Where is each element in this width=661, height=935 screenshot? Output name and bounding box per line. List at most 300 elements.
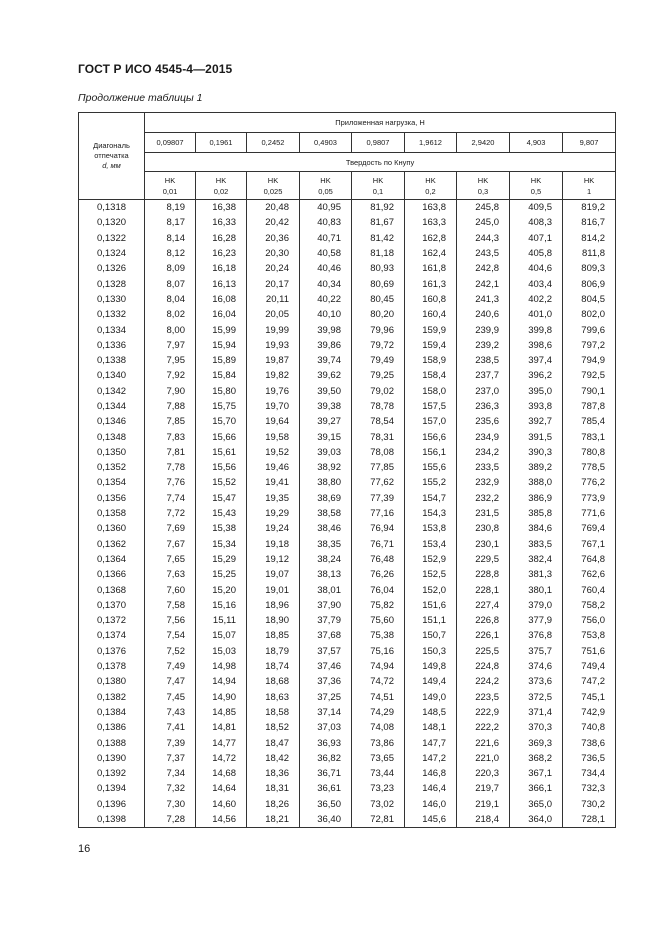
hardness-table bbox=[78, 112, 616, 828]
diagonal-header bbox=[79, 113, 145, 200]
table-row bbox=[79, 735, 616, 750]
hardness-cell: 76,48 bbox=[352, 552, 405, 567]
hardness-cell: 159,9 bbox=[405, 322, 457, 337]
hardness-cell: 229,5 bbox=[457, 552, 510, 567]
hardness-cell: 7,47 bbox=[145, 674, 196, 689]
hardness-cell: 150,7 bbox=[405, 628, 457, 643]
hardness-cell: 7,28 bbox=[145, 812, 196, 828]
diagonal-cell: 0,1352 bbox=[79, 460, 145, 475]
hardness-cell: 790,1 bbox=[563, 384, 616, 399]
hk-label: HK bbox=[477, 175, 489, 185]
hardness-cell: 37,25 bbox=[300, 690, 352, 705]
hardness-cell: 8,04 bbox=[145, 292, 196, 307]
hardness-cell: 76,94 bbox=[352, 521, 405, 536]
table-row bbox=[79, 353, 616, 368]
hardness-cell: 762,6 bbox=[563, 567, 616, 582]
hardness-cell: 802,0 bbox=[563, 307, 616, 322]
hardness-cell: 78,08 bbox=[352, 445, 405, 460]
hardness-cell: 37,57 bbox=[300, 644, 352, 659]
hardness-cell: 222,9 bbox=[457, 705, 510, 720]
hardness-cell: 8,09 bbox=[145, 261, 196, 276]
hardness-cell: 73,65 bbox=[352, 751, 405, 766]
hardness-cell: 151,6 bbox=[405, 598, 457, 613]
table-row bbox=[79, 567, 616, 582]
hardness-cell: 153,4 bbox=[405, 537, 457, 552]
hardness-cell: 773,9 bbox=[563, 491, 616, 506]
hk-scale: 0,5 bbox=[530, 186, 542, 196]
hardness-cell: 161,8 bbox=[405, 261, 457, 276]
table-row bbox=[79, 552, 616, 567]
hardness-cell: 18,42 bbox=[247, 751, 300, 766]
hardness-cell: 7,63 bbox=[145, 567, 196, 582]
hardness-cell: 15,89 bbox=[196, 353, 247, 368]
hk-scale-header bbox=[196, 172, 247, 200]
diagonal-cell: 0,1334 bbox=[79, 322, 145, 337]
load-value: 0,9807 bbox=[352, 133, 405, 153]
hardness-cell: 20,48 bbox=[247, 200, 300, 216]
diagonal-cell: 0,1332 bbox=[79, 307, 145, 322]
hardness-cell: 149,4 bbox=[405, 674, 457, 689]
hardness-cell: 15,16 bbox=[196, 598, 247, 613]
hardness-cell: 149,0 bbox=[405, 690, 457, 705]
hardness-cell: 7,69 bbox=[145, 521, 196, 536]
load-value: 0,09807 bbox=[145, 133, 196, 153]
table-row bbox=[79, 231, 616, 246]
table-row bbox=[79, 322, 616, 337]
diagonal-cell: 0,1338 bbox=[79, 353, 145, 368]
hardness-cell: 40,95 bbox=[300, 200, 352, 216]
diagonal-cell: 0,1366 bbox=[79, 567, 145, 582]
hardness-cell: 368,2 bbox=[510, 751, 563, 766]
hardness-cell: 19,70 bbox=[247, 399, 300, 414]
diagonal-cell: 0,1320 bbox=[79, 215, 145, 230]
diagonal-cell: 0,1392 bbox=[79, 766, 145, 781]
hardness-cell: 405,8 bbox=[510, 246, 563, 261]
hardness-cell: 19,58 bbox=[247, 429, 300, 444]
hardness-cell: 78,78 bbox=[352, 399, 405, 414]
hardness-cell: 38,13 bbox=[300, 567, 352, 582]
diagonal-cell: 0,1378 bbox=[79, 659, 145, 674]
hardness-cell: 18,36 bbox=[247, 766, 300, 781]
hardness-cell: 7,32 bbox=[145, 781, 196, 796]
hardness-cell: 389,2 bbox=[510, 460, 563, 475]
hardness-cell: 77,85 bbox=[352, 460, 405, 475]
hardness-cell: 385,8 bbox=[510, 506, 563, 521]
hardness-cell: 148,1 bbox=[405, 720, 457, 735]
hardness-cell: 15,99 bbox=[196, 322, 247, 337]
hardness-cell: 388,0 bbox=[510, 475, 563, 490]
hk-label: HK bbox=[583, 175, 595, 185]
hardness-cell: 7,52 bbox=[145, 644, 196, 659]
table-row bbox=[79, 261, 616, 276]
hardness-cell: 147,7 bbox=[405, 735, 457, 750]
hardness-cell: 73,02 bbox=[352, 797, 405, 812]
diagonal-header-line1: Диагональ bbox=[93, 141, 130, 150]
diagonal-cell: 0,1384 bbox=[79, 705, 145, 720]
hardness-cell: 18,47 bbox=[247, 735, 300, 750]
hardness-cell: 224,2 bbox=[457, 674, 510, 689]
hardness-cell: 14,85 bbox=[196, 705, 247, 720]
hardness-cell: 37,36 bbox=[300, 674, 352, 689]
hardness-cell: 377,9 bbox=[510, 613, 563, 628]
hardness-cell: 36,61 bbox=[300, 781, 352, 796]
hardness-cell: 19,18 bbox=[247, 537, 300, 552]
table-row bbox=[79, 797, 616, 812]
hardness-cell: 764,8 bbox=[563, 552, 616, 567]
hardness-cell: 158,0 bbox=[405, 384, 457, 399]
hardness-cell: 81,67 bbox=[352, 215, 405, 230]
diagonal-cell: 0,1324 bbox=[79, 246, 145, 261]
hardness-cell: 160,4 bbox=[405, 307, 457, 322]
hardness-cell: 7,95 bbox=[145, 353, 196, 368]
table-row bbox=[79, 338, 616, 353]
hardness-cell: 767,1 bbox=[563, 537, 616, 552]
table-row bbox=[79, 598, 616, 613]
hk-scale: 0,025 bbox=[263, 186, 283, 196]
hardness-cell: 218,4 bbox=[457, 812, 510, 828]
hardness-cell: 19,29 bbox=[247, 506, 300, 521]
hardness-cell: 157,5 bbox=[405, 399, 457, 414]
hardness-cell: 758,2 bbox=[563, 598, 616, 613]
hardness-cell: 20,42 bbox=[247, 215, 300, 230]
hardness-cell: 384,6 bbox=[510, 521, 563, 536]
hardness-cell: 738,6 bbox=[563, 735, 616, 750]
table-row bbox=[79, 644, 616, 659]
document-title: ГОСТ Р ИСО 4545-4—2015 bbox=[78, 62, 233, 76]
table-row bbox=[79, 521, 616, 536]
hardness-cell: 8,19 bbox=[145, 200, 196, 216]
hardness-cell: 8,00 bbox=[145, 322, 196, 337]
hardness-cell: 75,38 bbox=[352, 628, 405, 643]
hk-scale: 0,2 bbox=[425, 186, 436, 196]
hardness-cell: 235,6 bbox=[457, 414, 510, 429]
hardness-cell: 401,0 bbox=[510, 307, 563, 322]
table-row bbox=[79, 613, 616, 628]
hardness-cell: 73,44 bbox=[352, 766, 405, 781]
hardness-cell: 239,2 bbox=[457, 338, 510, 353]
table-row bbox=[79, 445, 616, 460]
table-row bbox=[79, 506, 616, 521]
hardness-cell: 20,05 bbox=[247, 307, 300, 322]
hardness-cell: 154,3 bbox=[405, 506, 457, 521]
hardness-cell: 73,23 bbox=[352, 781, 405, 796]
hardness-cell: 20,30 bbox=[247, 246, 300, 261]
diagonal-cell: 0,1362 bbox=[79, 537, 145, 552]
hardness-cell: 223,5 bbox=[457, 690, 510, 705]
hardness-cell: 78,31 bbox=[352, 429, 405, 444]
hardness-cell: 159,4 bbox=[405, 338, 457, 353]
hardness-cell: 14,81 bbox=[196, 720, 247, 735]
hardness-cell: 234,2 bbox=[457, 445, 510, 460]
hardness-cell: 156,6 bbox=[405, 429, 457, 444]
hardness-cell: 39,98 bbox=[300, 322, 352, 337]
hardness-cell: 374,6 bbox=[510, 659, 563, 674]
hardness-cell: 15,61 bbox=[196, 445, 247, 460]
hardness-cell: 382,4 bbox=[510, 552, 563, 567]
hardness-cell: 7,65 bbox=[145, 552, 196, 567]
hardness-cell: 163,8 bbox=[405, 200, 457, 216]
hardness-cell: 232,9 bbox=[457, 475, 510, 490]
table-row bbox=[79, 491, 616, 506]
diagonal-cell: 0,1318 bbox=[79, 200, 145, 216]
hardness-cell: 7,30 bbox=[145, 797, 196, 812]
hardness-cell: 14,77 bbox=[196, 735, 247, 750]
hardness-cell: 18,79 bbox=[247, 644, 300, 659]
hardness-cell: 78,54 bbox=[352, 414, 405, 429]
hardness-cell: 80,45 bbox=[352, 292, 405, 307]
hardness-cell: 15,07 bbox=[196, 628, 247, 643]
diagonal-cell: 0,1344 bbox=[79, 399, 145, 414]
hardness-cell: 732,3 bbox=[563, 781, 616, 796]
hardness-cell: 15,11 bbox=[196, 613, 247, 628]
hardness-cell: 794,9 bbox=[563, 353, 616, 368]
hardness-cell: 36,50 bbox=[300, 797, 352, 812]
hardness-cell: 40,34 bbox=[300, 276, 352, 291]
diagonal-cell: 0,1394 bbox=[79, 781, 145, 796]
hardness-cell: 240,6 bbox=[457, 307, 510, 322]
table-header bbox=[79, 113, 616, 200]
hardness-cell: 76,71 bbox=[352, 537, 405, 552]
hardness-cell: 20,11 bbox=[247, 292, 300, 307]
table-row bbox=[79, 460, 616, 475]
hardness-cell: 745,1 bbox=[563, 690, 616, 705]
diagonal-cell: 0,1370 bbox=[79, 598, 145, 613]
hardness-cell: 776,2 bbox=[563, 475, 616, 490]
hardness-cell: 7,81 bbox=[145, 445, 196, 460]
hardness-cell: 7,58 bbox=[145, 598, 196, 613]
hardness-cell: 79,96 bbox=[352, 322, 405, 337]
hardness-cell: 39,62 bbox=[300, 368, 352, 383]
hardness-cell: 7,74 bbox=[145, 491, 196, 506]
hardness-cell: 40,83 bbox=[300, 215, 352, 230]
hk-scale-header bbox=[405, 172, 457, 200]
hardness-cell: 40,46 bbox=[300, 261, 352, 276]
hardness-cell: 19,07 bbox=[247, 567, 300, 582]
hardness-cell: 372,5 bbox=[510, 690, 563, 705]
hardness-cell: 151,1 bbox=[405, 613, 457, 628]
hardness-cell: 79,02 bbox=[352, 384, 405, 399]
hardness-cell: 38,35 bbox=[300, 537, 352, 552]
hardness-cell: 373,6 bbox=[510, 674, 563, 689]
table-row bbox=[79, 781, 616, 796]
hardness-cell: 163,3 bbox=[405, 215, 457, 230]
hardness-cell: 158,4 bbox=[405, 368, 457, 383]
hardness-cell: 375,7 bbox=[510, 644, 563, 659]
hardness-cell: 245,8 bbox=[457, 200, 510, 216]
table-body bbox=[79, 200, 616, 828]
hardness-cell: 734,4 bbox=[563, 766, 616, 781]
hardness-cell: 804,5 bbox=[563, 292, 616, 307]
hardness-cell: 232,2 bbox=[457, 491, 510, 506]
hardness-cell: 15,47 bbox=[196, 491, 247, 506]
hardness-cell: 36,40 bbox=[300, 812, 352, 828]
hardness-cell: 80,69 bbox=[352, 276, 405, 291]
hardness-cell: 18,31 bbox=[247, 781, 300, 796]
hardness-cell: 402,2 bbox=[510, 292, 563, 307]
hardness-cell: 19,41 bbox=[247, 475, 300, 490]
hardness-cell: 799,6 bbox=[563, 322, 616, 337]
diagonal-cell: 0,1328 bbox=[79, 276, 145, 291]
hardness-cell: 80,20 bbox=[352, 307, 405, 322]
hardness-cell: 730,2 bbox=[563, 797, 616, 812]
diagonal-cell: 0,1346 bbox=[79, 414, 145, 429]
table-row bbox=[79, 690, 616, 705]
diagonal-cell: 0,1374 bbox=[79, 628, 145, 643]
hardness-cell: 386,9 bbox=[510, 491, 563, 506]
table-row bbox=[79, 705, 616, 720]
hardness-cell: 79,49 bbox=[352, 353, 405, 368]
hardness-cell: 7,72 bbox=[145, 506, 196, 521]
hardness-cell: 7,56 bbox=[145, 613, 196, 628]
hardness-cell: 769,4 bbox=[563, 521, 616, 536]
hardness-cell: 7,67 bbox=[145, 537, 196, 552]
hardness-cell: 38,46 bbox=[300, 521, 352, 536]
hardness-cell: 19,93 bbox=[247, 338, 300, 353]
diagonal-cell: 0,1368 bbox=[79, 582, 145, 597]
hardness-cell: 234,9 bbox=[457, 429, 510, 444]
hardness-cell: 158,9 bbox=[405, 353, 457, 368]
hardness-cell: 37,14 bbox=[300, 705, 352, 720]
diagonal-header-line3: d, мм bbox=[102, 161, 121, 170]
hardness-cell: 38,69 bbox=[300, 491, 352, 506]
hk-scale-header bbox=[352, 172, 405, 200]
hardness-cell: 376,8 bbox=[510, 628, 563, 643]
table-caption: Продолжение таблицы 1 bbox=[78, 92, 203, 104]
hardness-cell: 771,6 bbox=[563, 506, 616, 521]
hardness-cell: 399,8 bbox=[510, 322, 563, 337]
hk-scale-header bbox=[457, 172, 510, 200]
diagonal-cell: 0,1398 bbox=[79, 812, 145, 828]
hardness-cell: 40,58 bbox=[300, 246, 352, 261]
diagonal-cell: 0,1360 bbox=[79, 521, 145, 536]
hardness-cell: 40,22 bbox=[300, 292, 352, 307]
hardness-cell: 225,5 bbox=[457, 644, 510, 659]
table-row bbox=[79, 429, 616, 444]
hardness-cell: 371,4 bbox=[510, 705, 563, 720]
hardness-cell: 73,86 bbox=[352, 735, 405, 750]
hardness-cell: 15,03 bbox=[196, 644, 247, 659]
hardness-cell: 219,7 bbox=[457, 781, 510, 796]
hardness-cell: 8,17 bbox=[145, 215, 196, 230]
hardness-cell: 380,1 bbox=[510, 582, 563, 597]
hardness-cell: 149,8 bbox=[405, 659, 457, 674]
hk-scale-header bbox=[145, 172, 196, 200]
hardness-cell: 15,66 bbox=[196, 429, 247, 444]
hardness-cell: 7,88 bbox=[145, 399, 196, 414]
hardness-cell: 16,28 bbox=[196, 231, 247, 246]
hardness-cell: 408,3 bbox=[510, 215, 563, 230]
hardness-cell: 18,85 bbox=[247, 628, 300, 643]
hardness-cell: 242,8 bbox=[457, 261, 510, 276]
hardness-cell: 162,4 bbox=[405, 246, 457, 261]
hardness-cell: 77,62 bbox=[352, 475, 405, 490]
hardness-cell: 231,5 bbox=[457, 506, 510, 521]
hardness-cell: 7,43 bbox=[145, 705, 196, 720]
hardness-cell: 39,27 bbox=[300, 414, 352, 429]
hardness-cell: 19,52 bbox=[247, 445, 300, 460]
hardness-cell: 14,94 bbox=[196, 674, 247, 689]
hk-label: HK bbox=[372, 175, 384, 185]
load-value: 0,4903 bbox=[300, 133, 352, 153]
hardness-cell: 15,29 bbox=[196, 552, 247, 567]
hardness-cell: 241,3 bbox=[457, 292, 510, 307]
hardness-cell: 16,13 bbox=[196, 276, 247, 291]
hardness-cell: 245,0 bbox=[457, 215, 510, 230]
hardness-cell: 14,72 bbox=[196, 751, 247, 766]
hardness-cell: 14,68 bbox=[196, 766, 247, 781]
table-row bbox=[79, 276, 616, 291]
hardness-cell: 369,3 bbox=[510, 735, 563, 750]
hardness-cell: 18,52 bbox=[247, 720, 300, 735]
hardness-cell: 749,4 bbox=[563, 659, 616, 674]
load-header: Приложенная нагрузка, Н bbox=[145, 113, 616, 133]
load-value: 1,9612 bbox=[405, 133, 457, 153]
hardness-cell: 390,3 bbox=[510, 445, 563, 460]
hardness-cell: 36,93 bbox=[300, 735, 352, 750]
hardness-cell: 15,56 bbox=[196, 460, 247, 475]
diagonal-cell: 0,1376 bbox=[79, 644, 145, 659]
hardness-cell: 226,8 bbox=[457, 613, 510, 628]
hardness-cell: 383,5 bbox=[510, 537, 563, 552]
hardness-cell: 38,92 bbox=[300, 460, 352, 475]
hardness-cell: 237,0 bbox=[457, 384, 510, 399]
hardness-cell: 161,3 bbox=[405, 276, 457, 291]
hardness-cell: 8,14 bbox=[145, 231, 196, 246]
hardness-cell: 18,21 bbox=[247, 812, 300, 828]
hardness-cell: 160,8 bbox=[405, 292, 457, 307]
hardness-cell: 37,46 bbox=[300, 659, 352, 674]
hardness-cell: 38,58 bbox=[300, 506, 352, 521]
hardness-cell: 20,36 bbox=[247, 231, 300, 246]
hardness-cell: 7,41 bbox=[145, 720, 196, 735]
hardness-cell: 407,1 bbox=[510, 231, 563, 246]
hardness-cell: 39,03 bbox=[300, 445, 352, 460]
diagonal-cell: 0,1350 bbox=[79, 445, 145, 460]
hardness-cell: 19,76 bbox=[247, 384, 300, 399]
hardness-cell: 146,8 bbox=[405, 766, 457, 781]
hardness-cell: 392,7 bbox=[510, 414, 563, 429]
hardness-cell: 7,97 bbox=[145, 338, 196, 353]
hardness-cell: 155,6 bbox=[405, 460, 457, 475]
hardness-cell: 780,8 bbox=[563, 445, 616, 460]
hardness-cell: 7,45 bbox=[145, 690, 196, 705]
hardness-cell: 7,39 bbox=[145, 735, 196, 750]
hardness-cell: 811,8 bbox=[563, 246, 616, 261]
hardness-cell: 19,46 bbox=[247, 460, 300, 475]
diagonal-cell: 0,1390 bbox=[79, 751, 145, 766]
hardness-cell: 14,64 bbox=[196, 781, 247, 796]
hardness-cell: 381,3 bbox=[510, 567, 563, 582]
hardness-cell: 155,2 bbox=[405, 475, 457, 490]
table-row bbox=[79, 537, 616, 552]
hardness-cell: 806,9 bbox=[563, 276, 616, 291]
table-row bbox=[79, 720, 616, 735]
hardness-cell: 814,2 bbox=[563, 231, 616, 246]
hk-scale-header bbox=[563, 172, 616, 200]
table-row bbox=[79, 475, 616, 490]
hardness-cell: 15,80 bbox=[196, 384, 247, 399]
table-row bbox=[79, 414, 616, 429]
hardness-cell: 81,42 bbox=[352, 231, 405, 246]
hardness-cell: 15,94 bbox=[196, 338, 247, 353]
hk-label: HK bbox=[164, 175, 176, 185]
load-value: 0,1961 bbox=[196, 133, 247, 153]
hardness-cell: 370,3 bbox=[510, 720, 563, 735]
hardness-cell: 16,38 bbox=[196, 200, 247, 216]
hardness-cell: 403,4 bbox=[510, 276, 563, 291]
hardness-cell: 783,1 bbox=[563, 429, 616, 444]
diagonal-header-line2: отпечатка bbox=[94, 151, 129, 160]
